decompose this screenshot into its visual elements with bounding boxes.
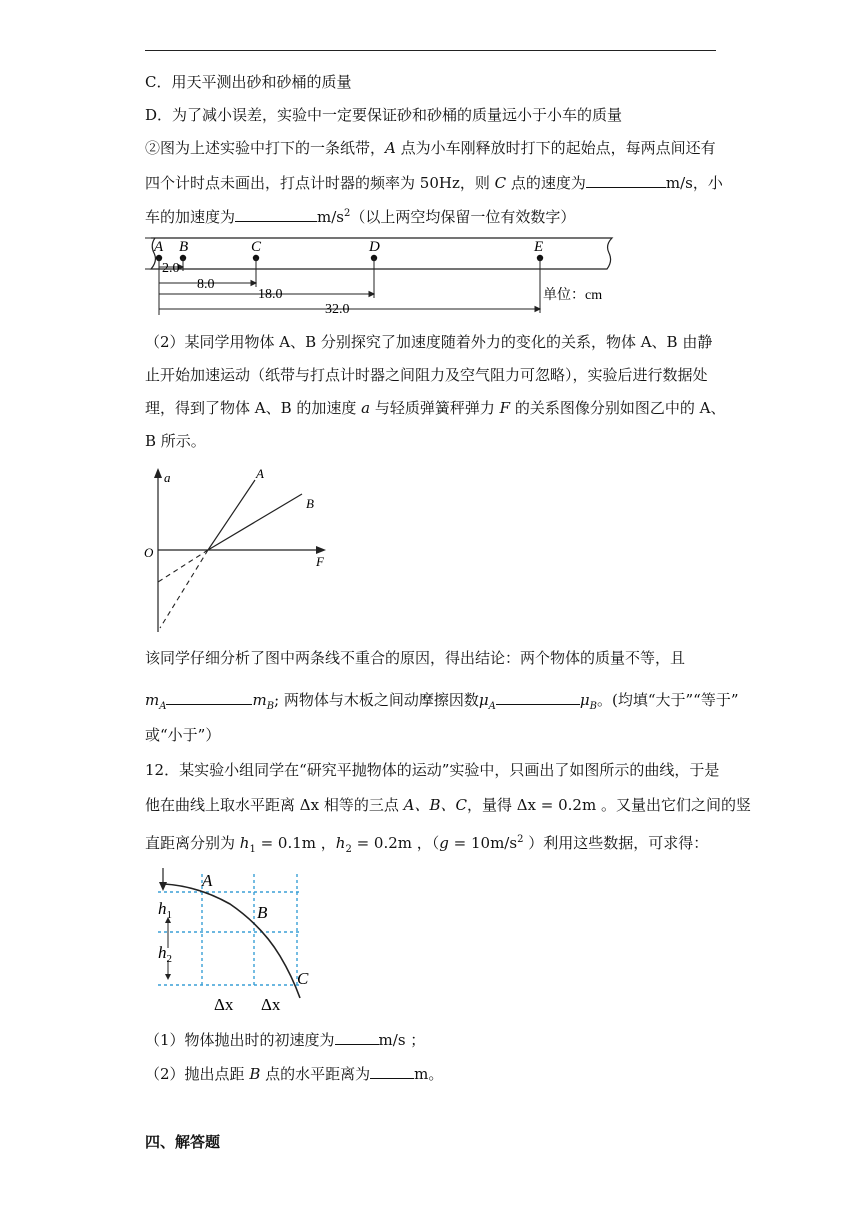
part-2-line-3: 理，得到了物体 A、B 的加速度 a 与轻质弹簧秤弹力 F 的关系图像分别如图乙中的 A、 (145, 399, 726, 417)
part-2-line-4: B 所示。 (145, 432, 206, 450)
axis-label-f: F (316, 554, 324, 569)
answer-blank-horizontal-distance[interactable] (370, 1064, 414, 1079)
question-12-line-1: 12．某实验小组同学在“研究平抛物体的运动”实验中，只画出了如图所示的曲线，于是 (145, 761, 720, 779)
line-a (208, 480, 255, 550)
curve-point-c: C (297, 969, 309, 988)
tape-point-a: A (154, 239, 164, 255)
sub-question-2: （2）抛出点距 B 点的水平距离为 m。 (145, 1065, 444, 1083)
line-b (208, 494, 302, 550)
tape-point-b: B (179, 239, 189, 255)
tape-dim-ab: 2.0 (162, 261, 180, 276)
line-b-extension (158, 550, 208, 582)
tape-dim-ae: 32.0 (325, 302, 350, 317)
tape-point-d: D (369, 239, 380, 255)
axis-label-a: a (164, 470, 171, 485)
answer-blank-initial-speed[interactable] (335, 1030, 379, 1045)
question-2-line-3: 车的加速度为 $m/s^2$（以上两空均保留一位有效数字） (145, 208, 576, 226)
answer-blank-acceleration[interactable] (235, 207, 317, 222)
line-b-label: B (306, 496, 314, 511)
sub-question-1: （1）物体抛出时的初速度为 m/s ； (145, 1031, 426, 1049)
curve-point-b: B (257, 903, 268, 922)
conclusion-line: 该同学仔细分析了图中两条线不重合的原因，得出结论：两个物体的质量不等，且 (145, 649, 686, 667)
label-h1: $h_1$ (158, 899, 172, 921)
mass-friction-line: $m_A$ $m_B$; 两物体与木板之间动摩擦因数$\mu_A$ $\mu_B$。(均填“大于”“等于” (145, 691, 739, 712)
label-dx-1: Δx (214, 995, 234, 1014)
label-dx-2: Δx (261, 995, 281, 1014)
origin-label: O (144, 545, 154, 560)
tape-point-e: E (534, 239, 544, 255)
line-a-extension (160, 550, 208, 628)
tape-point-c: C (251, 239, 262, 255)
option-c: C．用天平测出砂和砂桶的质量 (145, 73, 352, 91)
header-rule (145, 50, 716, 51)
line-a-label: A (256, 466, 264, 481)
answer-blank-c-speed[interactable] (586, 173, 666, 188)
part-2-line-2: 止开始加速运动（纸带与打点计时器之间阻力及空气阻力可忽略），实验后进行数据处 (145, 366, 708, 384)
projectile-curve-figure (150, 864, 310, 1022)
question-2-line-1: ②图为上述实验中打下的一条纸带，A 点为小车刚释放时打下的起始点，每两点间还有 (145, 139, 716, 157)
question-12-line-2: 他在曲线上取水平距离 Δx 相等的三点 A、B、C，量得 Δx = 0.2m 。又量出它们之间的竖 (145, 796, 751, 814)
tape-dim-ad: 18.0 (258, 287, 283, 302)
section-heading: 四、解答题 (145, 1133, 221, 1151)
curve-point-a: A (202, 871, 213, 890)
question-12-line-3: 直距离分别为 $h_1 = 0.1m$ ，$h_2 = 0.2m$ ，（$g = 10m/s^2$ ）利用这些数据，可求得： (145, 834, 709, 855)
part-2-line-1: （2）某同学用物体 A、B 分别探究了加速度随着外力的变化的关系，物体 A、B 由静 (145, 333, 713, 351)
tape-unit: 单位：cm (543, 288, 603, 303)
tape-dim-ac: 8.0 (197, 277, 215, 292)
label-h2: $h_2$ (158, 943, 172, 965)
question-2-line-2: 四个计时点未画出，打点计时器的频率为 50Hz，则 C 点的速度为 m/s，小 (145, 174, 723, 192)
answer-blank-mass[interactable] (166, 690, 252, 705)
paper-tape-figure (145, 235, 620, 320)
or-less-line: 或“小于”） (145, 726, 221, 744)
option-d: D．为了减小误差，实验中一定要保证砂和砂桶的质量远小于小车的质量 (145, 106, 623, 124)
a-f-graph-figure (140, 462, 335, 637)
answer-blank-friction[interactable] (496, 690, 580, 705)
trajectory-curve (164, 884, 300, 998)
